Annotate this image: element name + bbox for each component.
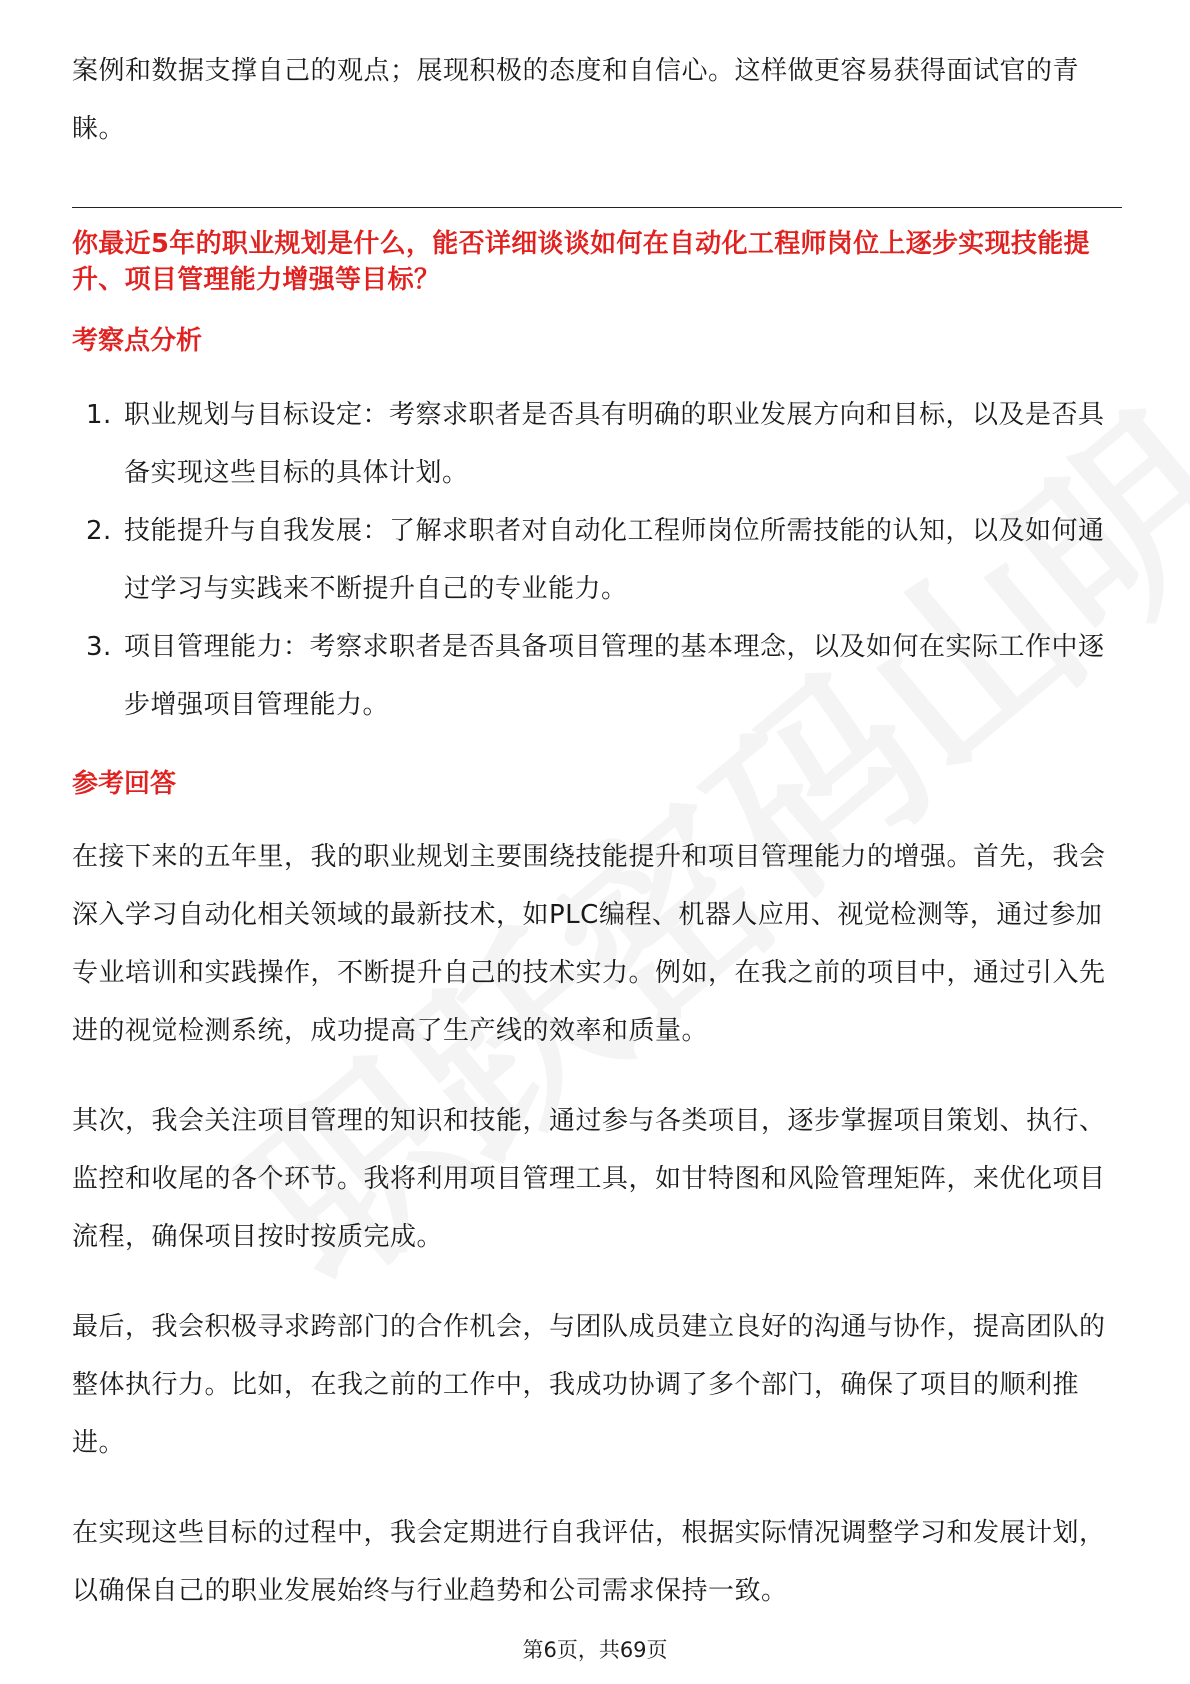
analysis-list xyxy=(72,386,1122,734)
answer-heading: 参考回答 xyxy=(72,769,177,799)
intro-paragraph: 案例和数据支撑自己的观点；展现积极的态度和自信心。这样做更容易获得面试官的青睐。 xyxy=(72,56,1080,144)
answer-paragraph: 最后，我会积极寻求跨部门的合作机会，与团队成员建立良好的沟通与协作，提高团队的整体执行力。比如，在我之前的工作中，我成功协调了多个部门，确保了项目的顺利推进。 xyxy=(72,1312,1106,1458)
answer-paragraph: 在实现这些目标的过程中，我会定期进行自我评估，根据实际情况调整学习和发展计划，以确保自己的职业发展始终与行业趋势和公司需求保持一致。 xyxy=(72,1518,1106,1606)
list-item xyxy=(72,618,1122,734)
list-item-text: 项目管理能力：考察求职者是否具备项目管理的基本理念，以及如何在实际工作中逐步增强项目管理能力。 xyxy=(124,632,1105,720)
list-item-text: 职业规划与目标设定：考察求职者是否具有明确的职业发展方向和目标，以及是否具备实现这些目标的具体计划。 xyxy=(124,400,1105,488)
interview-question: 你最近5年的职业规划是什么，能否详细谈谈如何在自动化工程师岗位上逐步实现技能提升、项目管理能力增强等目标？ xyxy=(72,229,1090,295)
list-item-text: 技能提升与自我发展：了解求职者对自动化工程师岗位所需技能的认知，以及如何通过学习与实践来不断提升自己的专业能力。 xyxy=(124,516,1105,604)
list-item-number: 1. xyxy=(86,400,112,430)
list-item xyxy=(72,502,1122,618)
answer-paragraph: 在接下来的五年里，我的职业规划主要围绕技能提升和项目管理能力的增强。首先，我会深入学习自动化相关领域的最新技术，如PLC编程、机器人应用、视觉检测等，通过参加专业培训和实践操作，不断提升自己的技术实力。例如，在我之前的项目中，通过引入先进的视觉检测系统，成功提高了生产线的效率和质量。 xyxy=(72,842,1106,1046)
list-item xyxy=(72,386,1122,502)
list-item-number: 2. xyxy=(86,516,112,546)
page-number-footer: 第6页，共69页 xyxy=(522,1638,668,1662)
analysis-heading: 考察点分析 xyxy=(72,326,203,356)
list-item-number: 3. xyxy=(86,632,112,662)
section-divider xyxy=(72,207,1122,208)
answer-paragraph: 其次，我会关注项目管理的知识和技能，通过参与各类项目，逐步掌握项目策划、执行、监控和收尾的各个环节。我将利用项目管理工具，如甘特图和风险管理矩阵，来优化项目流程，确保项目按时按质完成。 xyxy=(72,1106,1106,1252)
